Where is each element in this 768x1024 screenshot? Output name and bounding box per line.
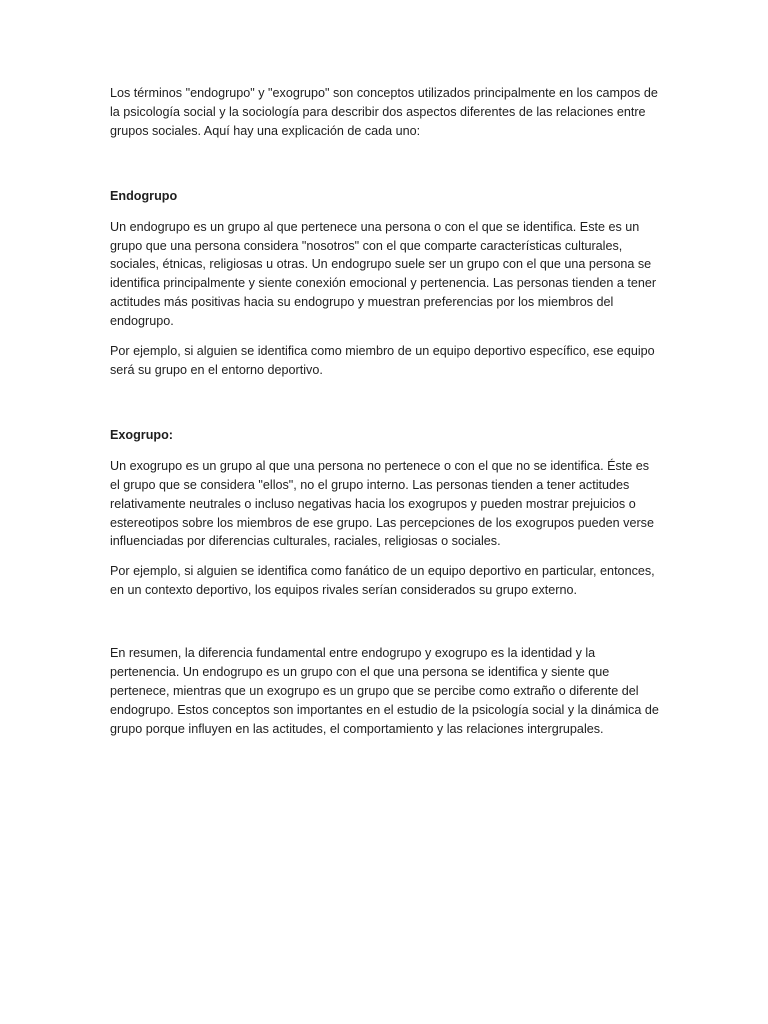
exogrupo-heading: Exogrupo: <box>110 427 173 442</box>
summary-paragraph: En resumen, la diferencia fundamental entre endogrupo y exogrupo es la identidad y la pertenencia. Un endogrupo es un grupo con el que una persona se identifica y siente que pertenece, mientras que un exogrupo es un grupo que se percibe como extraño o diferente del endogrupo. Estos conceptos son importantes en el estudio de la psicología social y la dinámica de grupo porque influyen en las actitudes, el comportamiento y las relaciones intergrupales. <box>110 646 659 736</box>
exogrupo-definition-paragraph: Un exogrupo es un grupo al que una persona no pertenece o con el que no se identifica. Éste es el grupo que se considera "ellos", no el grupo interno. Las personas tienden a tener actitudes relativamente neutrales o incluso negativas hacia los exogrupos y pueden mostrar prejuicios o estereotipos sobre los miembros de ese grupo. Las percepciones de los exogrupos pueden verse influenciadas por diferencias culturales, raciales, religiosas o sociales. <box>110 458 654 549</box>
exogrupo-example-paragraph: Por ejemplo, si alguien se identifica como fanático de un equipo deportivo en particular, entonces, en un contexto deportivo, los equipos rivales serían considerados su grupo externo. <box>110 564 655 598</box>
endogrupo-definition-paragraph: Un endogrupo es un grupo al que pertenece una persona o con el que se identifica. Este es un grupo que una persona considera "nosotros" con el que comparte características culturales, sociales, étnicas, religiosas u otras. Un endogrupo suele ser un grupo con el que una persona se identifica principalmente y siente conexión emocional y pertenencia. Las personas tienden a tener actitudes más positivas hacia su endogrupo y muestran preferencias por los miembros del endogrupo. <box>110 219 657 329</box>
endogrupo-heading: Endogrupo <box>110 188 178 203</box>
endogrupo-example-paragraph: Por ejemplo, si alguien se identifica como miembro de un equipo deportivo específico, ese equipo será su grupo en el entorno deportivo. <box>110 344 655 377</box>
intro-paragraph: Los términos "endogrupo" y "exogrupo" son conceptos utilizados principalmente en los campos de la psicología social y la sociología para describir dos aspectos diferentes de las relaciones entre grupos sociales. Aquí hay una explicación de cada uno: <box>110 86 658 138</box>
